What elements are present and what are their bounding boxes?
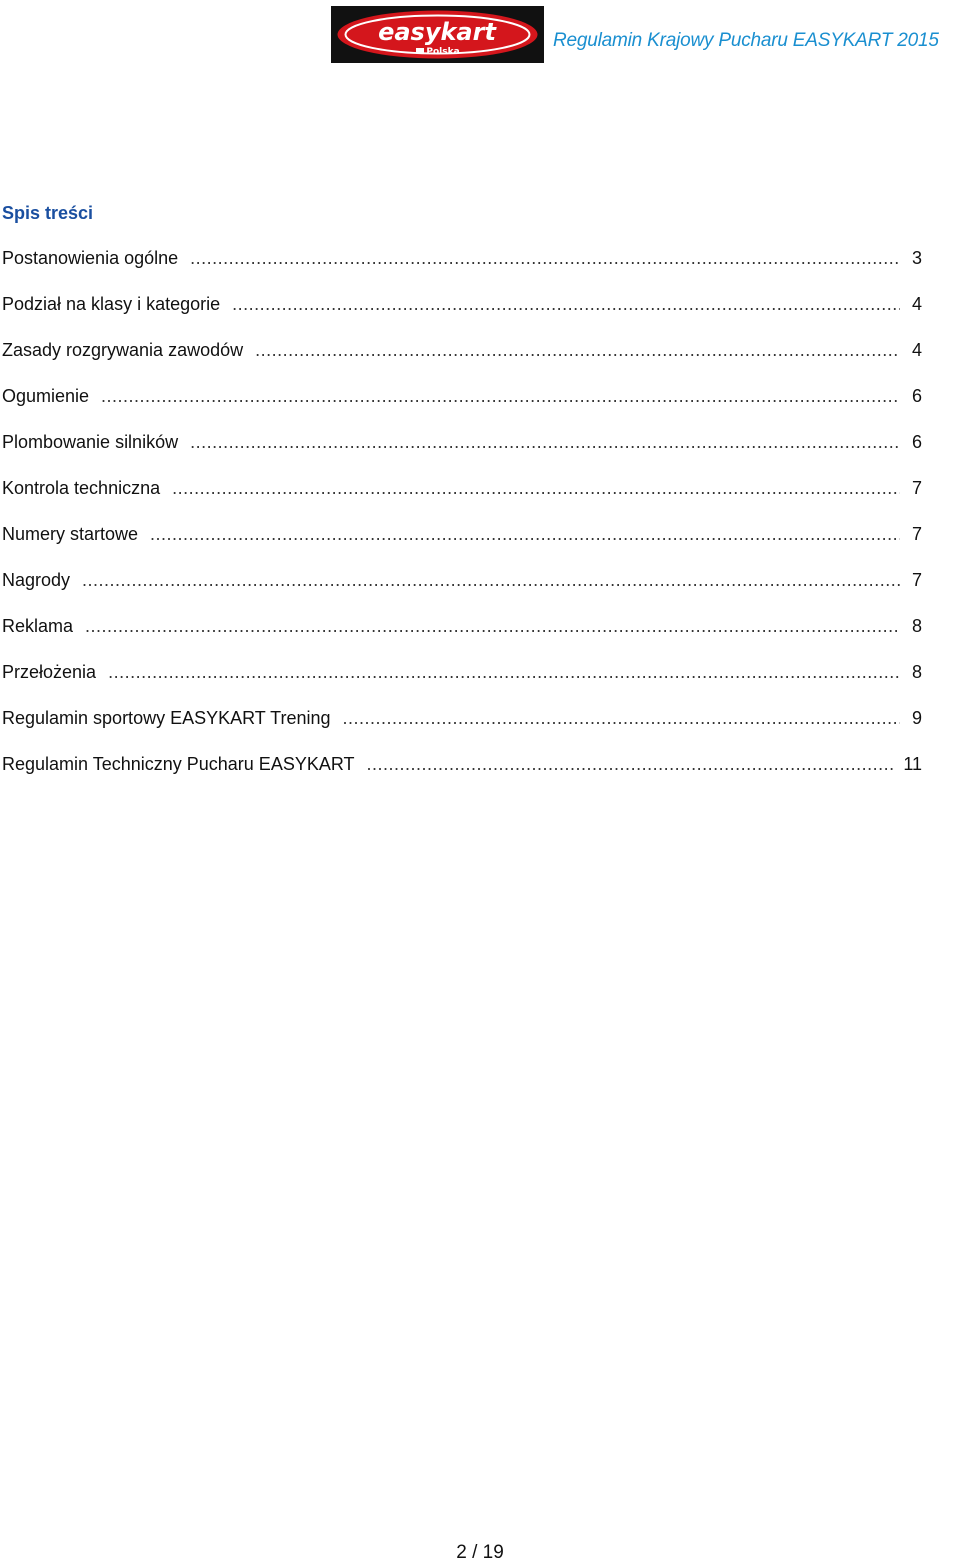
toc-entry-label: Nagrody xyxy=(2,570,71,590)
easykart-polska-logo xyxy=(331,6,544,63)
page-number: 2 / 19 xyxy=(456,1542,504,1563)
toc-entry-page: 6 xyxy=(911,432,922,452)
toc-entry[interactable] xyxy=(2,294,922,340)
toc-entry-label: Ogumienie xyxy=(2,386,90,406)
toc-entry-page: 4 xyxy=(911,340,922,360)
toc-dot-leader xyxy=(172,478,900,499)
toc-entry[interactable] xyxy=(2,432,922,478)
toc-entry-label: Kontrola techniczna xyxy=(2,478,161,498)
toc-entry-page: 11 xyxy=(903,754,922,774)
toc-entry-label: Przełożenia xyxy=(2,662,97,682)
toc-dot-leader xyxy=(108,662,900,683)
toc-entry-page: 7 xyxy=(911,570,922,590)
toc-entry-label: Regulamin Techniczny Pucharu EASYKART xyxy=(2,754,355,774)
toc-entry[interactable] xyxy=(2,570,922,616)
toc-entry-label: Plombowanie silników xyxy=(2,432,179,452)
toc-entry[interactable] xyxy=(2,386,922,432)
toc-dot-leader xyxy=(367,754,894,775)
toc-dot-leader xyxy=(82,570,900,591)
document-header-title: Regulamin Krajowy Pucharu EASYKART 2015 xyxy=(553,30,939,51)
toc-entry-page: 8 xyxy=(911,662,922,682)
toc-entry-label: Podział na klasy i kategorie xyxy=(2,294,221,314)
table-of-contents xyxy=(2,248,922,800)
toc-entry-page: 9 xyxy=(911,708,922,728)
toc-dot-leader xyxy=(190,248,900,269)
toc-entry[interactable] xyxy=(2,708,922,754)
toc-dot-leader xyxy=(150,524,900,545)
toc-dot-leader xyxy=(190,432,900,453)
toc-entry[interactable] xyxy=(2,478,922,524)
toc-entry-page: 6 xyxy=(911,386,922,406)
toc-heading: Spis treści xyxy=(2,203,94,223)
toc-entry-page: 7 xyxy=(911,478,922,498)
toc-entry-label: Postanowienia ogólne xyxy=(2,248,179,268)
logo-brand-text: easykart xyxy=(378,18,496,46)
toc-dot-leader xyxy=(85,616,900,637)
toc-entry[interactable] xyxy=(2,340,922,386)
toc-entry[interactable] xyxy=(2,754,922,800)
logo-country-text: Polska xyxy=(426,47,460,57)
toc-dot-leader xyxy=(101,386,900,407)
toc-dot-leader xyxy=(232,294,900,315)
toc-entry-label: Reklama xyxy=(2,616,74,636)
toc-entry-page: 7 xyxy=(911,524,922,544)
toc-dot-leader xyxy=(255,340,900,361)
toc-entry[interactable] xyxy=(2,248,922,294)
toc-entry-label: Zasady rozgrywania zawodów xyxy=(2,340,244,360)
toc-entry-page: 4 xyxy=(911,294,922,314)
toc-entry[interactable] xyxy=(2,616,922,662)
toc-entry-page: 3 xyxy=(911,248,922,268)
toc-entry-page: 8 xyxy=(911,616,922,636)
toc-entry-label: Regulamin sportowy EASYKART Trening xyxy=(2,708,331,728)
toc-entry[interactable] xyxy=(2,524,922,570)
toc-dot-leader xyxy=(343,708,901,729)
toc-entry[interactable] xyxy=(2,662,922,708)
toc-entry-label: Numery startowe xyxy=(2,524,139,544)
